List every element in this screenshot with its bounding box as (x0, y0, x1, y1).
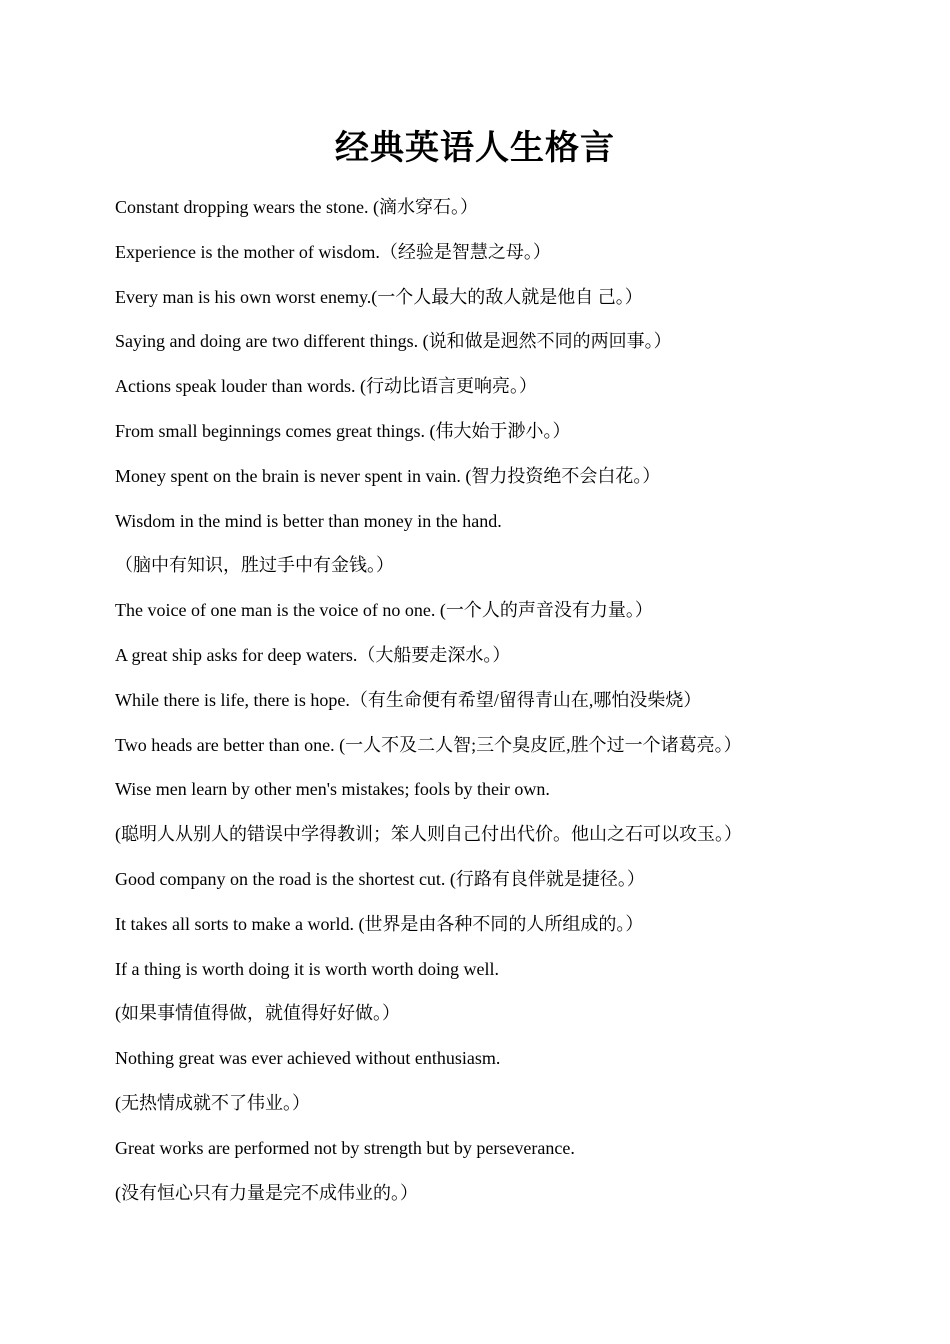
text-line: (没有恒心只有力量是完不成伟业的。） (115, 1182, 418, 1203)
text-line: Nothing great was ever achieved without enthusiasm. (115, 1048, 501, 1069)
text-line: While there is life, there is hope.（有生命便有希望/留得青山在,哪怕没柴烧） (115, 689, 702, 710)
text-line: Saying and doing are two different things. (说和做是迥然不同的两回事。） (115, 331, 672, 352)
text-line: Constant dropping wears the stone. (滴水穿石。） (115, 197, 478, 217)
text-line: Experience is the mother of wisdom.（经验是智慧之母。） (115, 241, 551, 262)
text-line: Actions speak louder than words. (行动比语言更响亮。） (115, 376, 537, 397)
text-line: If a thing is worth doing it is worth worth doing well. (115, 958, 499, 979)
text-line: (如果事情值得做，就值得好好做。） (115, 1003, 400, 1024)
text-line: From small beginnings comes great things. (伟大始于渺小。） (115, 420, 571, 441)
text-line: Every man is his own worst enemy.(一个人最大的敌人就是他自 己。） (115, 286, 643, 307)
text-line: Good company on the road is the shortest cut. (行路有良伴就是捷径。） (115, 868, 645, 889)
text-line: It takes all sorts to make a world. (世界是由各种不同的人所组成的。） (115, 913, 644, 934)
text-line: A great ship asks for deep waters.（大船要走深水。） (115, 644, 511, 665)
page-title: 经典英语人生格言 (335, 130, 615, 167)
text-line: (聪明人从别人的错误中学得教训；笨人则自己付出代价。他山之石可以攻玉。） (115, 824, 742, 845)
text-line: Wisdom in the mind is better than money in the hand. (115, 510, 502, 531)
text-line: Great works are performed not by strength but by perseverance. (115, 1137, 575, 1158)
text-line: Money spent on the brain is never spent in vain. (智力投资绝不会白花。） (115, 465, 661, 486)
text-line: Two heads are better than one. (一人不及二人智;三个臭皮匠,胜个过一个诸葛亮。） (115, 734, 742, 755)
text-line: The voice of one man is the voice of no one. (一个人的声音没有力量。） (115, 600, 653, 621)
text-line: （脑中有知识，胜过手中有金钱。） (115, 555, 394, 576)
text-line: (无热情成就不了伟业。） (115, 1092, 310, 1113)
text-line: Wise men learn by other men's mistakes; fools by their own. (115, 779, 550, 800)
quote-list (115, 193, 915, 1223)
